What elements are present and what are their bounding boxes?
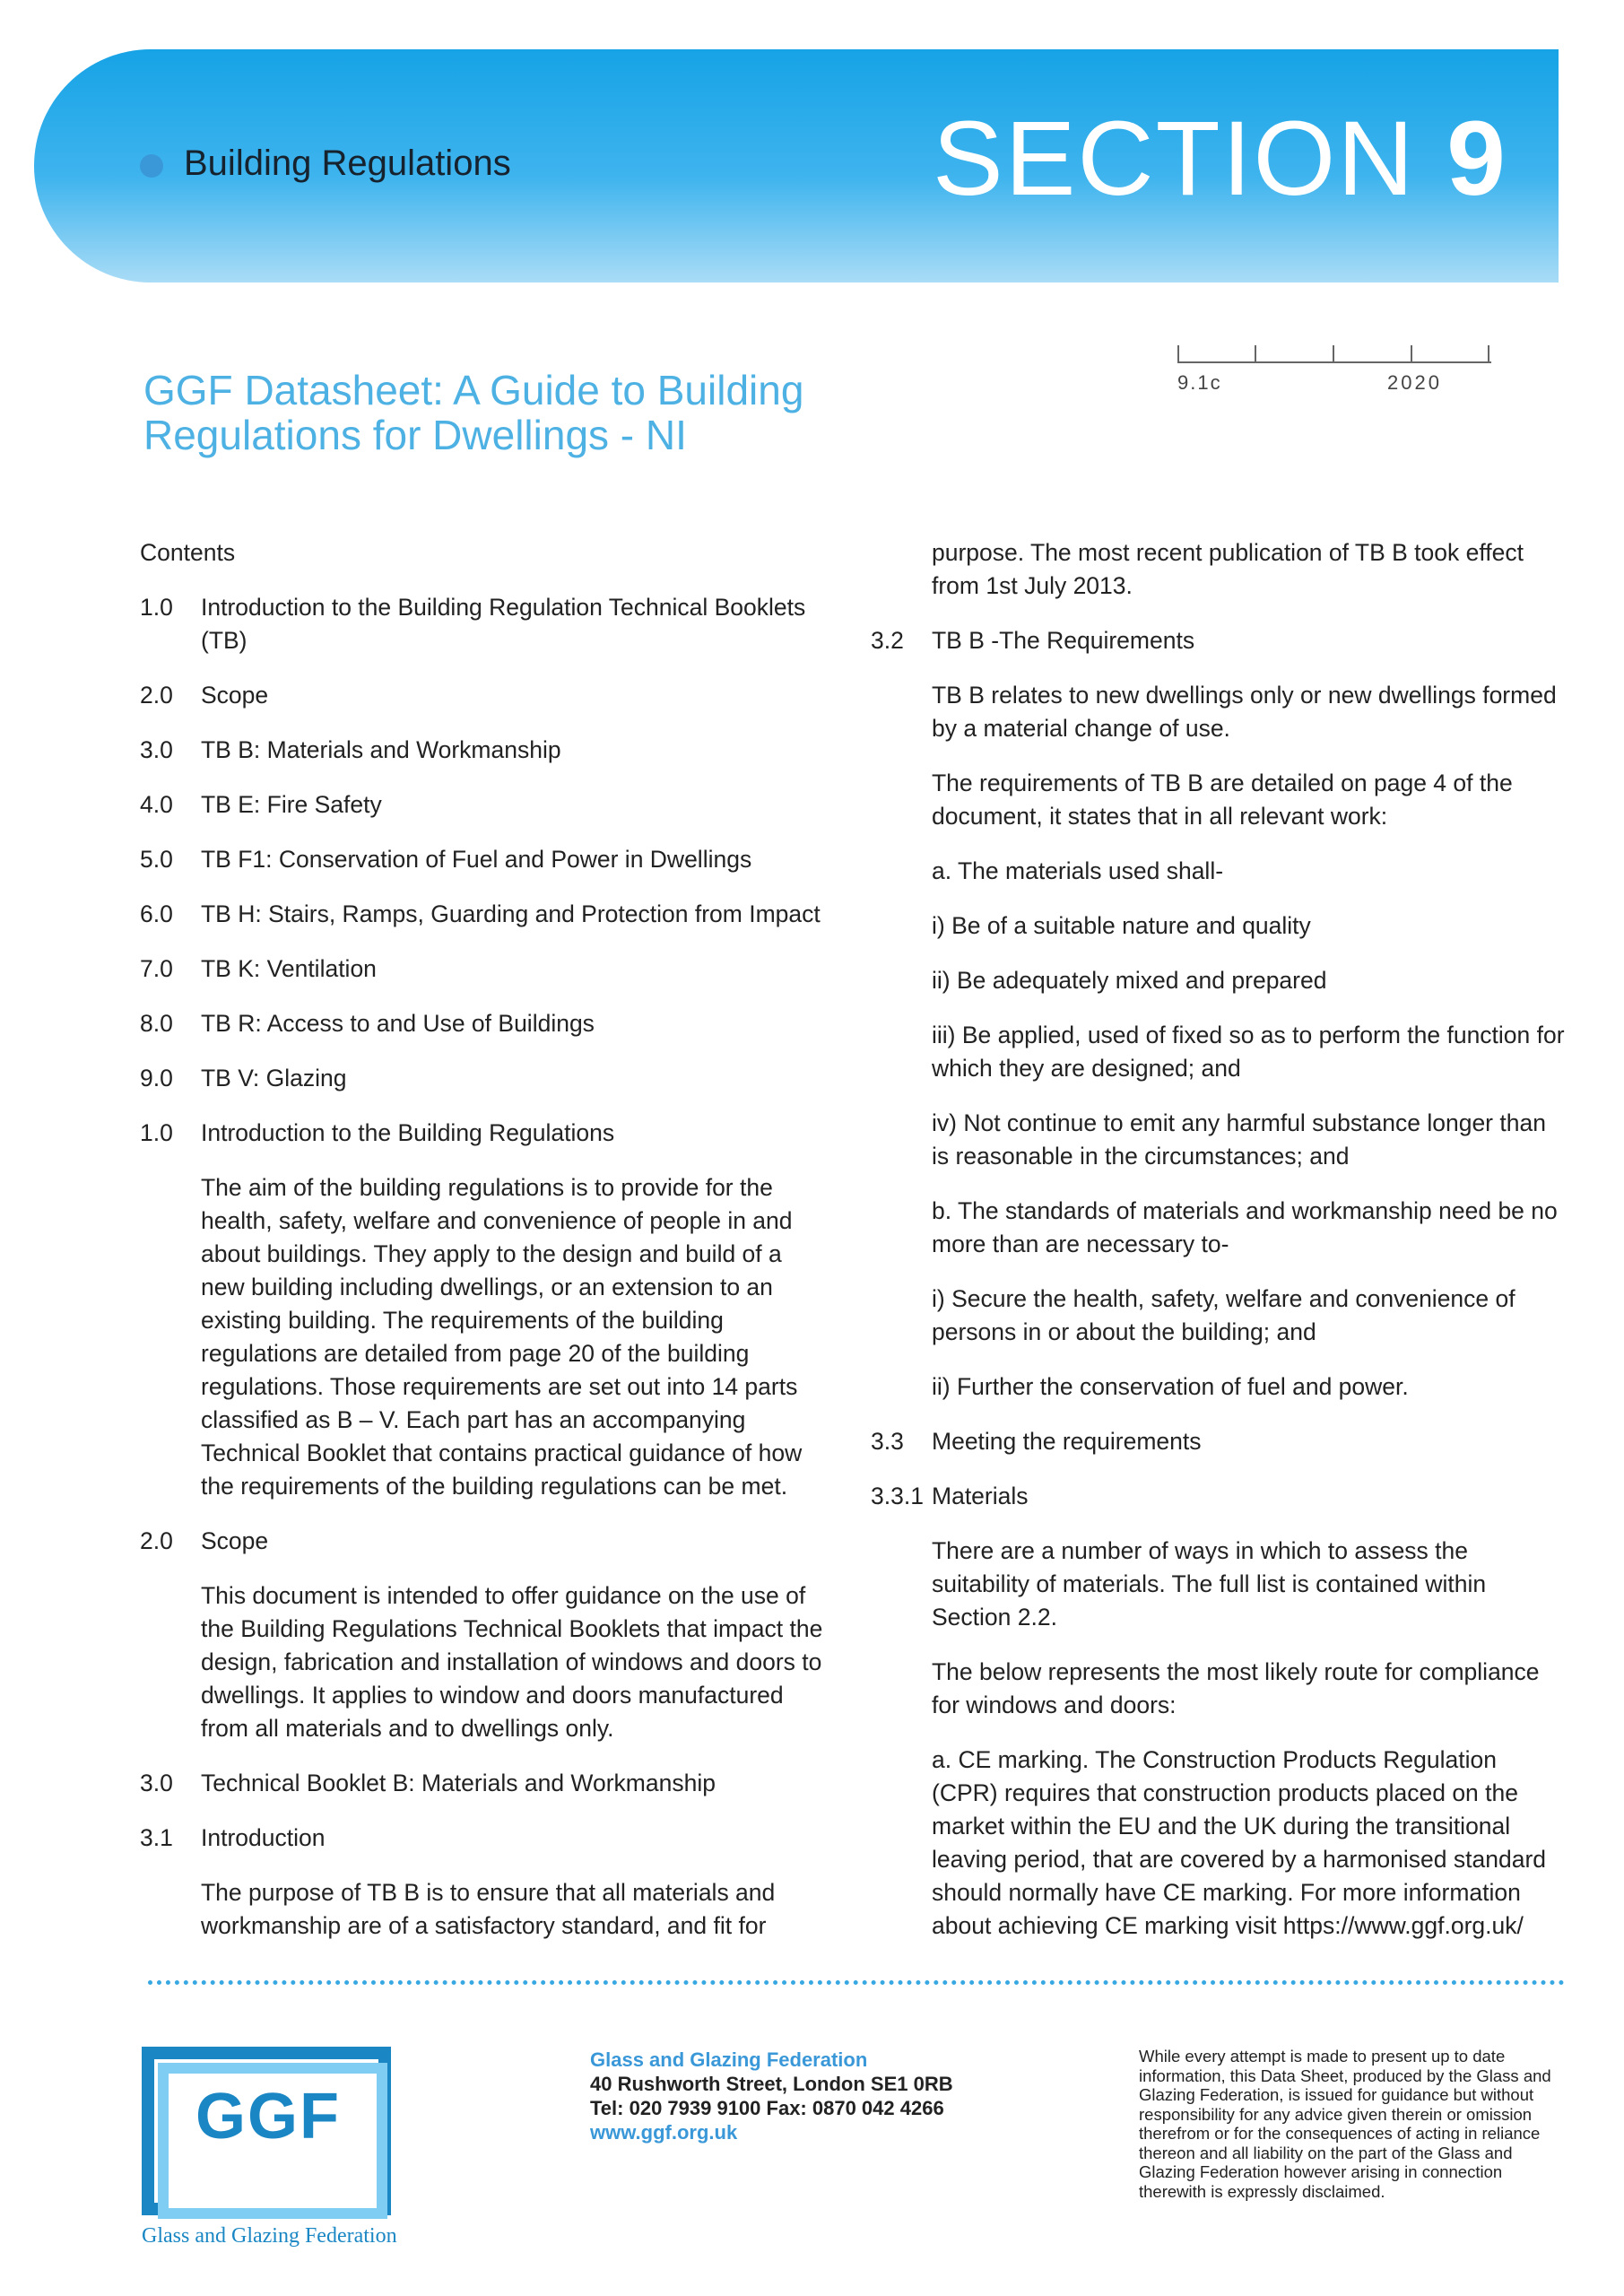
- ruler-tick: [1255, 345, 1256, 363]
- toc-text: TB R: Access to and Use of Buildings: [201, 1010, 595, 1037]
- requirement-item: iv) Not continue to emit any harmful substance longer than is reasonable in the circumstances; and: [932, 1109, 1546, 1170]
- section-heading-2: [140, 1525, 830, 1558]
- section-heading-3-2: [871, 624, 1566, 657]
- footer-divider: [148, 1980, 1565, 1985]
- toc-item: [140, 591, 830, 657]
- heading-number: 1.0: [140, 1119, 173, 1146]
- toc-item: [140, 952, 830, 986]
- requirement-item: iii) Be applied, used of fixed so as to perform the function for which they are designed; and: [932, 1022, 1565, 1082]
- toc-item: [140, 1007, 830, 1040]
- toc-text: TB E: Fire Safety: [201, 791, 382, 818]
- section-heading-3: [140, 1767, 830, 1800]
- requirement-item: i) Secure the health, safety, welfare and convenience of persons in or about the building; and: [932, 1285, 1515, 1345]
- toc-item: [140, 788, 830, 822]
- section-heading-3-1: [140, 1822, 830, 1855]
- section-word: SECTION: [933, 100, 1416, 218]
- section-heading-1: [140, 1117, 830, 1150]
- version-code: 9.1c: [1177, 371, 1222, 394]
- heading-text: TB B -The Requirements: [932, 627, 1195, 654]
- footer-address: 40 Rushworth Street, London SE1 0RB: [590, 2073, 953, 2095]
- ruler-line: [1177, 361, 1491, 363]
- toc-text: TB B: Materials and Workmanship: [201, 736, 561, 763]
- requirement-item: b. The standards of materials and workmanship need be no more than are necessary to-: [932, 1197, 1558, 1257]
- requirements-paragraph: TB B relates to new dwellings only or new dwellings formed by a material change of use.: [932, 682, 1557, 742]
- version-ruler: [1177, 345, 1491, 363]
- heading-text: Introduction: [201, 1824, 326, 1851]
- toc-item: [140, 843, 830, 876]
- materials-paragraph: There are a number of ways in which to assess the suitability of materials. The full list is contained within Section 2.2.: [932, 1537, 1487, 1631]
- version-year: 2020: [1387, 371, 1442, 394]
- document-title: [143, 368, 951, 457]
- requirements-paragraph: The requirements of TB B are detailed on page 4 of the document, it states that in all relevant work:: [932, 770, 1513, 830]
- heading-text: Materials: [932, 1483, 1029, 1509]
- heading-number: 3.3.1: [871, 1483, 924, 1509]
- toc-number: 9.0: [140, 1065, 173, 1091]
- toc-item: [140, 679, 830, 712]
- ruler-tick: [1488, 345, 1489, 363]
- heading-text: Technical Booklet B: Materials and Workmanship: [201, 1770, 716, 1796]
- toc-number: 1.0: [140, 594, 173, 621]
- toc-number: 5.0: [140, 846, 173, 873]
- heading-text: Introduction to the Building Regulations: [201, 1119, 615, 1146]
- toc-number: 8.0: [140, 1010, 173, 1037]
- contents-title: Contents: [140, 539, 236, 566]
- section-label: Building Regulations: [184, 144, 511, 183]
- ce-marking-paragraph: a. CE marking. The Construction Products Regulation (CPR) requires that construction products placed on the market within the EU and the UK during the transitional leaving period, that are covered by a harmonised standard should normally have CE marking. For more information about achieving CE marking visit https://www.ggf.org.uk/: [932, 1746, 1547, 1939]
- footer-website-link[interactable]: www.ggf.org.uk: [590, 2121, 738, 2144]
- logo-caption: Glass and Glazing Federation: [142, 2224, 397, 2248]
- toc-text: TB K: Ventilation: [201, 955, 377, 982]
- toc-text: TB V: Glazing: [201, 1065, 347, 1091]
- section-1-paragraph: The aim of the building regulations is to provide for the health, safety, welfare and convenience of people in and about buildings. They apply to the design and build of a new building including dwellings, or an extension to an existing building. The requirements of the building regulations are detailed from page 20 of the building regulations. Those requirements are set out into 14 parts classified as B – V. Each part has an accompanying Technical Booklet that contains practical guidance of how the requirements of the building regulations can be met.: [201, 1174, 803, 1500]
- heading-text: Scope: [201, 1527, 269, 1554]
- heading-number: 3.2: [871, 627, 904, 654]
- requirement-item: i) Be of a suitable nature and quality: [932, 912, 1311, 939]
- section-heading: [933, 100, 1507, 218]
- heading-number: 3.0: [140, 1770, 173, 1796]
- heading-text: Meeting the requirements: [932, 1428, 1202, 1455]
- ggf-logo: [142, 2047, 411, 2253]
- toc-number: 7.0: [140, 955, 173, 982]
- toc-number: 3.0: [140, 736, 173, 763]
- toc-text: Scope: [201, 682, 269, 709]
- heading-number: 2.0: [140, 1527, 173, 1554]
- toc-text: TB F1: Conservation of Fuel and Power in Dwellings: [201, 846, 752, 873]
- requirement-item: ii) Be adequately mixed and prepared: [932, 967, 1327, 994]
- toc-text: TB H: Stairs, Ramps, Guarding and Protection from Impact: [201, 900, 821, 927]
- section-3-1-paragraph: The purpose of TB B is to ensure that all materials and workmanship are of a satisfactory standard, and fit for: [201, 1879, 776, 1939]
- toc-number: 6.0: [140, 900, 173, 927]
- footer-contact: [590, 2048, 953, 2144]
- footer-organisation: Glass and Glazing Federation: [590, 2048, 868, 2071]
- toc-item: [140, 1062, 830, 1095]
- logo-text: GGF: [195, 2081, 341, 2152]
- toc-number: 4.0: [140, 791, 173, 818]
- heading-number: 3.1: [140, 1824, 173, 1851]
- document-title-line-1: GGF Datasheet: A Guide to Building: [143, 367, 804, 413]
- requirement-item: ii) Further the conservation of fuel and power.: [932, 1373, 1409, 1400]
- section-heading-3-3: [871, 1425, 1566, 1458]
- heading-number: 3.3: [871, 1428, 904, 1455]
- left-column: [140, 536, 830, 1964]
- ruler-tick: [1333, 345, 1334, 363]
- section-2-paragraph: This document is intended to offer guidance on the use of the Building Regulations Technical Booklets that impact the design, fabrication and installation of windows and doors to dwellings. It applies to window and doors manufactured from all materials and to dwellings only.: [201, 1582, 823, 1742]
- footer-disclaimer: While every attempt is made to present up to date information, this Data Sheet, produced by the Glass and Glazing Federation, is issued for guidance but without responsibility for any advice given therein or omission therefrom or for the consequences of acting in reliance thereon and all liability on the part of the Glass and Glazing Federation however arising in connection therewith is expressly disclaimed.: [1139, 2047, 1551, 2201]
- ruler-tick: [1177, 345, 1179, 363]
- footer-phone: Tel: 020 7939 9100 Fax: 0870 042 4266: [590, 2097, 944, 2119]
- materials-paragraph: The below represents the most likely route for compliance for windows and doors:: [932, 1658, 1540, 1718]
- ruler-tick: [1411, 345, 1412, 363]
- bullet-dot-icon: [140, 154, 163, 178]
- section-number: 9: [1446, 100, 1507, 218]
- toc-text: Introduction to the Building Regulation Technical Booklets (TB): [201, 594, 806, 654]
- toc-item: [140, 734, 830, 767]
- section-heading-3-3-1: [871, 1480, 1566, 1513]
- document-title-line-2: Regulations for Dwellings - NI: [143, 412, 687, 458]
- requirement-item: a. The materials used shall-: [932, 857, 1224, 884]
- toc-number: 2.0: [140, 682, 173, 709]
- continued-paragraph: purpose. The most recent publication of TB B took effect from 1st July 2013.: [932, 539, 1524, 599]
- toc-item: [140, 898, 830, 931]
- right-column: [871, 536, 1566, 1964]
